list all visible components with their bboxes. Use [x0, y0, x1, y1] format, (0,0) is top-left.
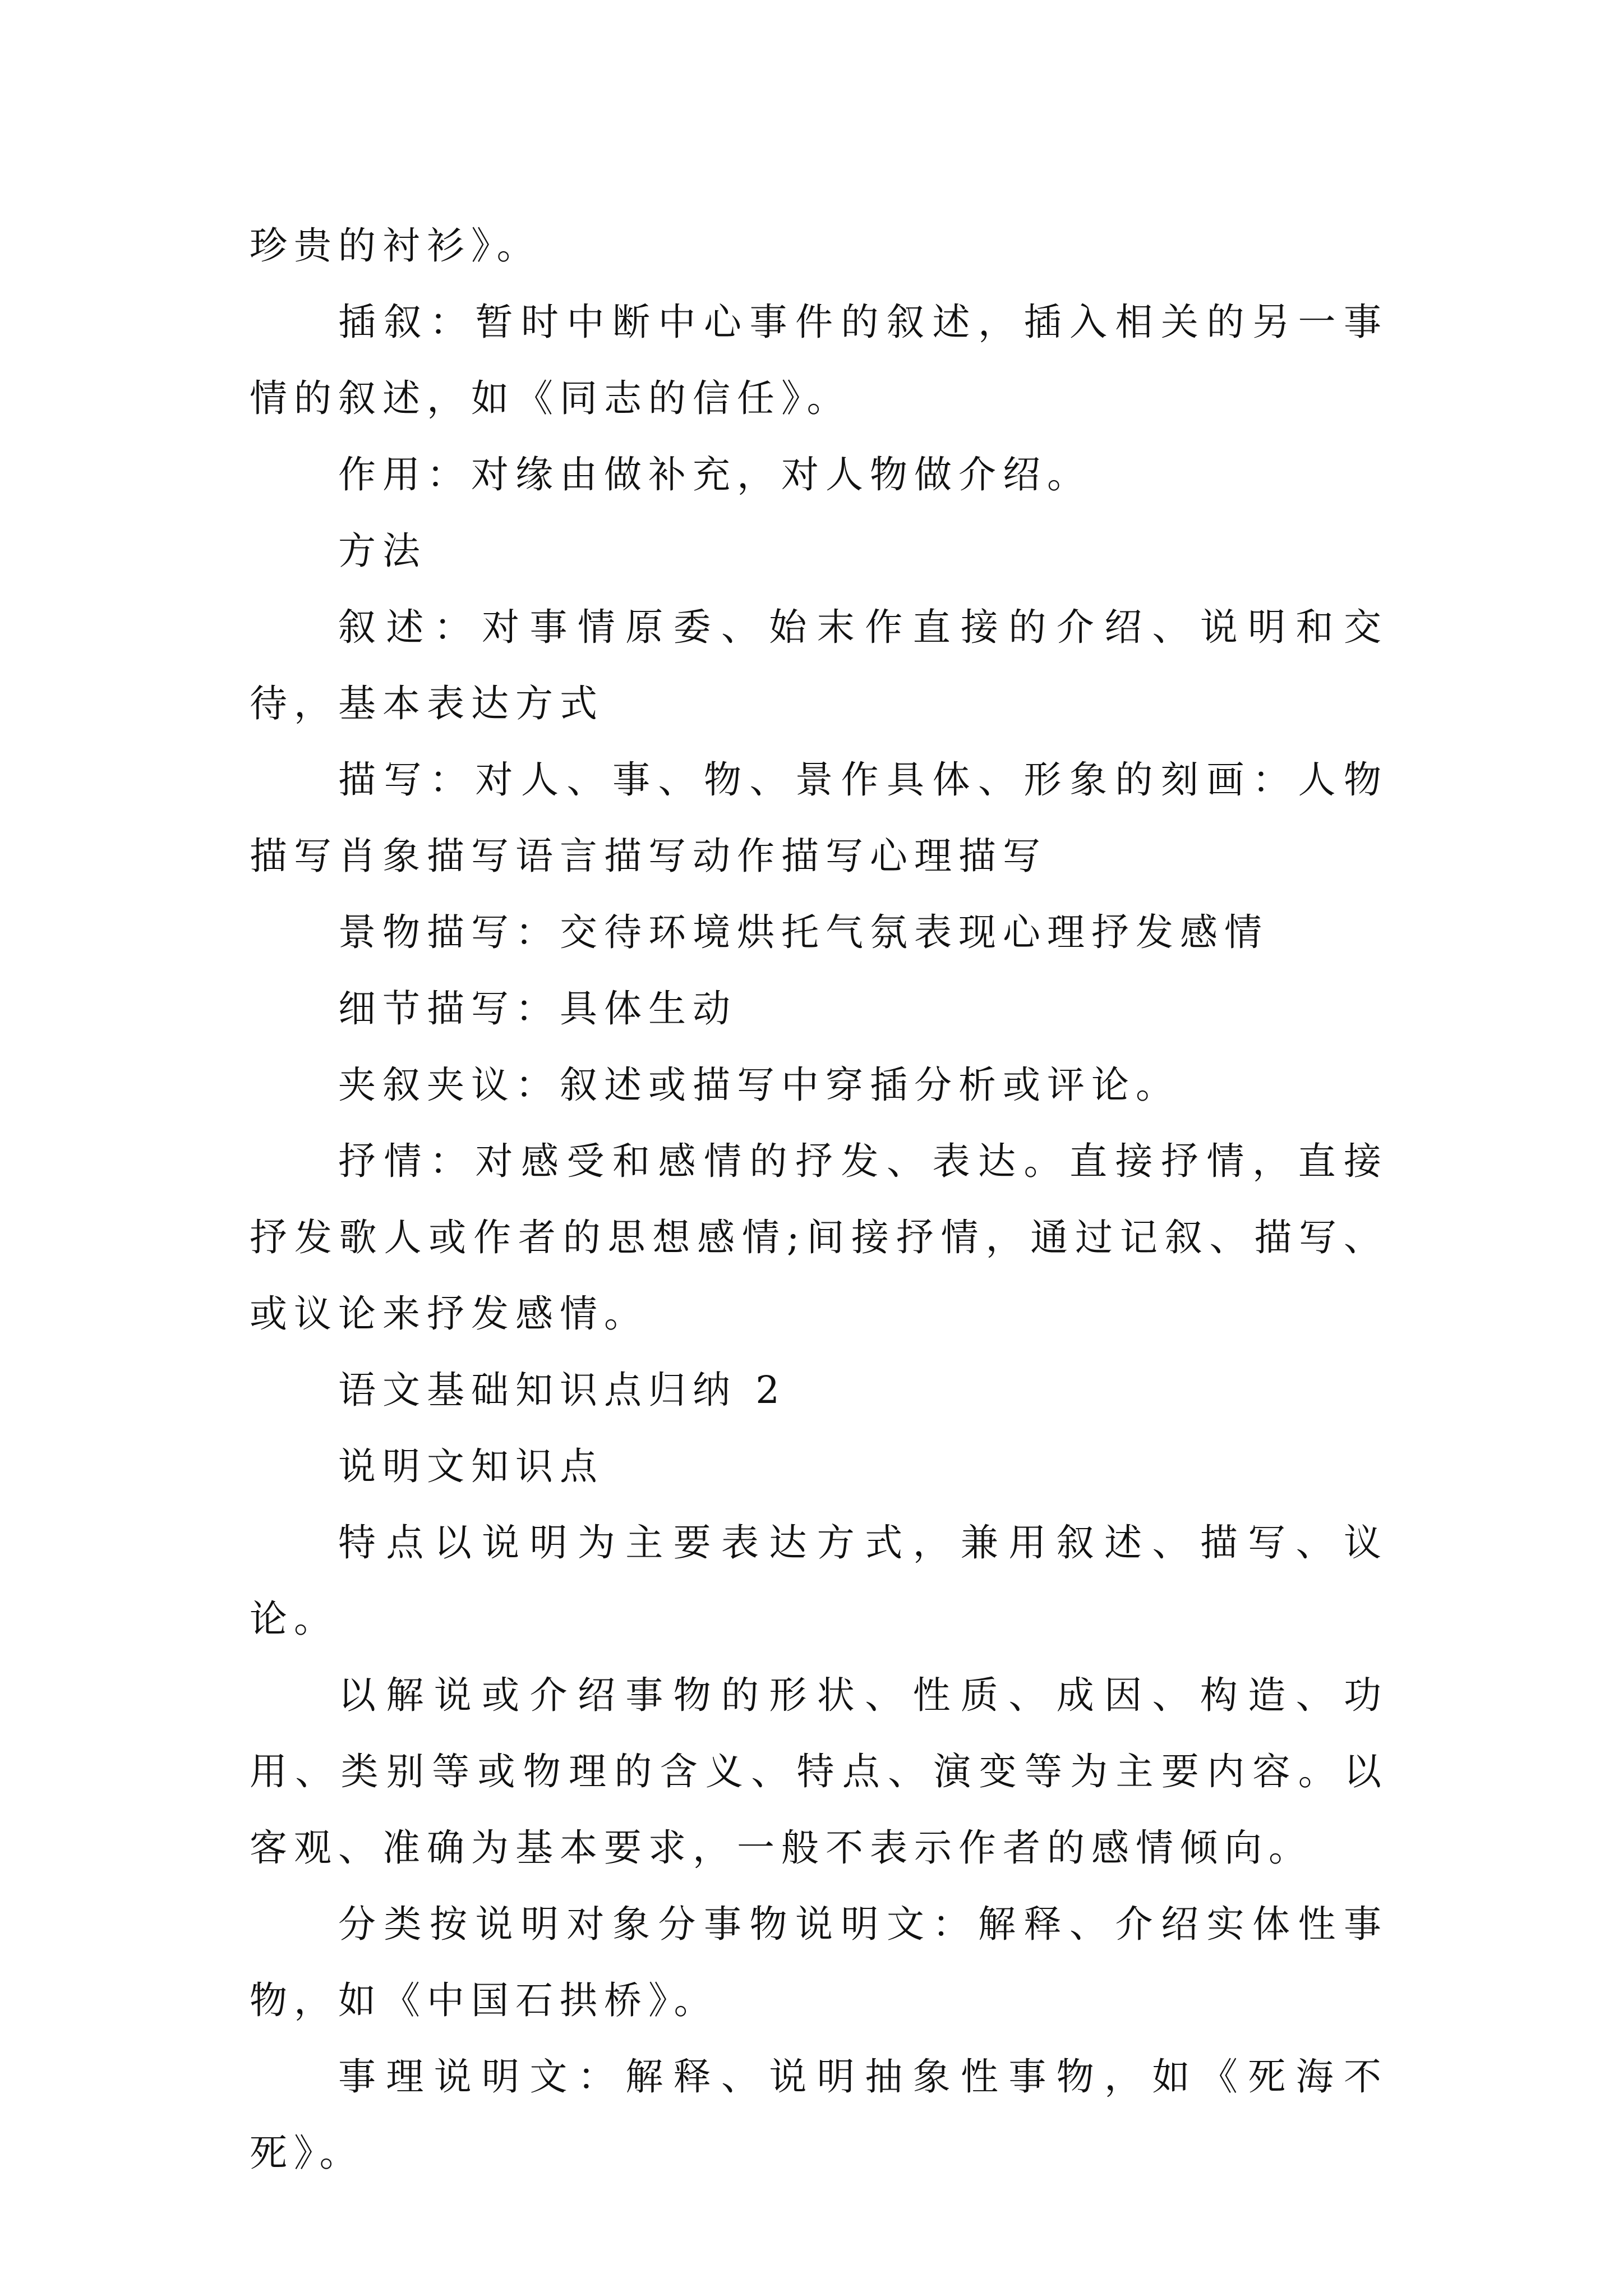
paragraph-15: 分类按说明对象分事物说明文：解释、介绍实体性事物，如《中国石拱桥》。	[250, 1902, 1388, 2022]
section-heading: 语文基础知识点归纳 2	[338, 1368, 786, 1412]
paragraph-14: 以解说或介绍事物的形状、性质、成因、构造、功用、类别等或物理的含义、特点、演变等为主要内容。以客观、准确为基本要求，一般不表示作者的感情倾向。	[250, 1673, 1388, 1870]
paragraph-3: 作用：对缘由做补充，对人物做介绍。	[338, 453, 1091, 496]
paragraph-5: 叙述：对事情原委、始末作直接的介绍、说明和交待，基本表达方式	[250, 605, 1388, 725]
paragraph-4: 方法	[338, 529, 427, 573]
paragraph-8: 细节描写：具体生动	[338, 987, 737, 1030]
paragraph-7: 景物描写：交待环境烘托气氛表现心理抒发感情	[338, 910, 1269, 954]
paragraph-2: 插叙：暂时中断中心事件的叙述，插入相关的另一事情的叙述，如《同志的信任》。	[250, 300, 1388, 420]
paragraph-1: 珍贵的衬衫》。	[250, 224, 541, 268]
document-page	[250, 208, 1388, 2191]
paragraph-16: 事理说明文：解释、说明抽象性事物，如《死海不死》。	[250, 2055, 1388, 2175]
paragraph-6: 描写：对人、事、物、景作具体、形象的刻画：人物描写肖象描写语言描写动作描写心理描写	[250, 758, 1388, 878]
paragraph-10: 抒情：对感受和感情的抒发、表达。直接抒情，直接抒发歌人或作者的思想感情;间接抒情，通过记叙、描写、或议论来抒发感情。	[250, 1139, 1388, 1336]
paragraph-9: 夹叙夹议：叙述或描写中穿插分析或评论。	[338, 1063, 1180, 1107]
paragraph-13: 特点以说明为主要表达方式，兼用叙述、描写、议论。	[250, 1521, 1388, 1641]
subsection-heading: 说明文知识点	[338, 1444, 604, 1488]
